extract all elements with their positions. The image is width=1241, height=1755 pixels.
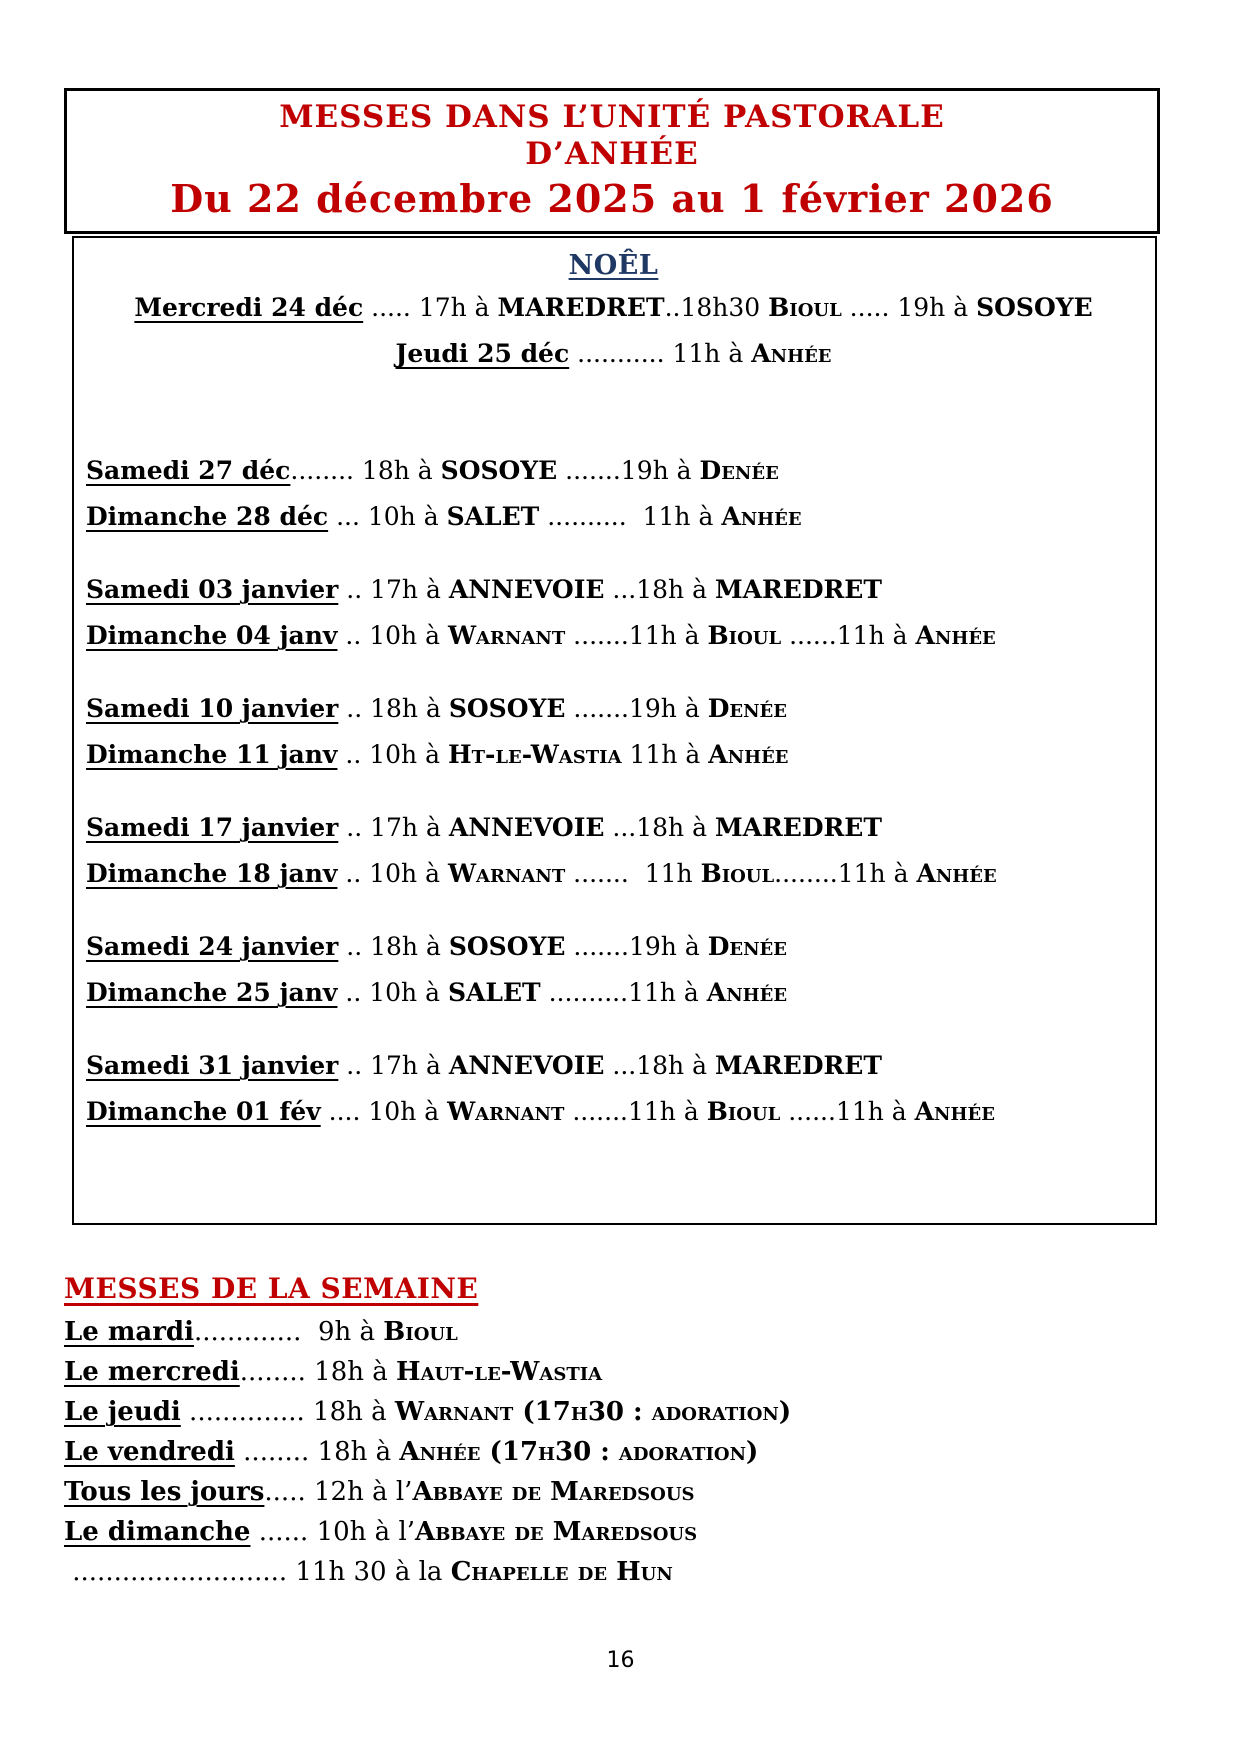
title-date-range: Du 22 décembre 2025 au 1 février 2026 [170,176,1054,222]
schedule-line [86,500,1141,533]
dots-time-text: .... 10h à [320,1097,448,1126]
schedule-line [86,811,1141,844]
dots-time-text: ..........11h à [540,978,707,1007]
dots-time-text: ...18h à [604,1051,715,1080]
place-name: Anhée [751,339,832,368]
page-number: 16 [606,1648,635,1673]
dots-time-text: ...18h à [604,813,715,842]
title-box [64,88,1160,234]
dots-time-text: .. 18h à [338,932,449,961]
dots-time-text: .......11h à [564,1097,707,1126]
schedule-line [64,1437,1164,1468]
schedule-group [86,930,1141,1009]
dots-time-text: ............. 9h à [194,1317,384,1347]
dots-time-text: .......................... 11h 30 à la [64,1557,451,1587]
place-name: Warnant [447,1097,565,1126]
dots-time-text: ........ 18h à [239,1357,397,1387]
place-name: MAREDRET [714,575,882,604]
schedule-group [86,692,1141,771]
day-label: Tous les jours [64,1477,265,1507]
week-section [64,1272,1164,1597]
dots-time-text: ......11h à [780,1097,915,1126]
day-label: Samedi 31 janvier [86,1051,339,1080]
place-name: Anhée [914,1097,995,1126]
dots-time-text: ..... 17h à [363,293,498,322]
dots-time-text: ..... 19h à [841,293,977,322]
place-name: Haut-le-Wastia [396,1357,603,1387]
place-name: ANNEVOIE [448,1051,605,1080]
place-name: SOSOYE [440,456,558,485]
place-name: MAREDRET [497,293,665,322]
place-name: Anhée [916,859,997,888]
place-name: MAREDRET [714,813,882,842]
dots-time-text: .......11h à [565,621,708,650]
day-label: Le mercredi [64,1357,240,1387]
dots-time-text: .. 10h à [337,621,448,650]
place-name: MAREDRET [714,1051,882,1080]
dots-time-text: .......19h à [565,694,708,723]
place-name: SOSOYE [976,293,1093,322]
day-label: Le jeudi [64,1397,181,1427]
dots-time-text: .......... 11h à [539,502,722,531]
place-name: Anhée [721,502,802,531]
dots-time-text: ...... 10h à l’ [250,1517,416,1547]
dots-time-text: .. 10h à [337,978,448,1007]
schedule-group [86,291,1141,370]
place-name: Bioul [383,1317,458,1347]
schedule-line [86,573,1141,606]
schedule-line [86,337,1141,370]
day-label: Dimanche 11 janv [86,740,338,769]
schedule-group [86,811,1141,890]
place-name: Bioul [700,859,775,888]
day-label: Le mardi [64,1317,194,1347]
dots-time-text: ...18h à [604,575,715,604]
dots-time-text: .. 10h à [337,740,448,769]
schedule-line [64,1517,1164,1548]
place-name: Chapelle de Hun [450,1557,673,1587]
place-name: Bioul [706,1097,781,1126]
day-label: Dimanche 28 déc [86,502,329,531]
schedule-line [86,930,1141,963]
dots-time-text: ........ 18h à [290,456,441,485]
place-name: Bioul [768,293,842,322]
dots-time-text: .. 17h à [338,575,449,604]
schedule-line [64,1477,1164,1508]
dots-time-text: ..... 12h à l’ [264,1477,413,1507]
place-name: Ht-le-Wastia [447,740,622,769]
day-label: Dimanche 04 janv [86,621,338,650]
dots-time-text: ..18h30 [664,293,769,322]
dots-time-text: .. 10h à [337,859,448,888]
place-name: Abbaye de Maredsous [415,1517,698,1547]
place-name: SOSOYE [448,932,566,961]
schedule-group [86,573,1141,652]
place-name: Abbaye de Maredsous [412,1477,695,1507]
dots-time-text: 11h à [621,740,709,769]
dots-time-text: ... 10h à [328,502,447,531]
day-label: Dimanche 25 janv [86,978,338,1007]
day-label: Mercredi 24 déc [134,293,364,322]
place-name: Bioul [707,621,782,650]
dots-time-text: .......19h à [565,932,708,961]
noel-heading: NOÊL [568,250,659,281]
place-name: Anhée (17h30 : adoration) [399,1437,759,1467]
schedule-line [86,1095,1141,1128]
schedule-line [64,1317,1164,1348]
place-name: SALET [446,502,540,531]
day-label: Samedi 27 déc [86,456,291,485]
title-line-1: MESSES DANS L’UNITÉ PASTORALE [279,99,945,135]
schedule-line [64,1397,1164,1428]
week-lines [64,1317,1164,1588]
place-name: ANNEVOIE [448,813,605,842]
schedule-group [86,454,1141,533]
schedule-line [64,1557,1164,1588]
dots-time-text: ....... 11h [565,859,701,888]
schedule-group [86,1049,1141,1128]
place-name: SOSOYE [448,694,566,723]
week-heading: MESSES DE LA SEMAINE [64,1272,479,1305]
dots-time-text: .......19h à [557,456,700,485]
schedule-groups [86,291,1141,1128]
place-name: Denée [699,456,779,485]
dots-time-text: .. 17h à [338,813,449,842]
place-name: ANNEVOIE [448,575,605,604]
place-name: Anhée [708,740,789,769]
day-label: Dimanche 01 fév [86,1097,321,1126]
place-name: Anhée [706,978,788,1007]
schedule-line [86,454,1141,487]
dots-time-text: ........ 18h à [234,1437,400,1467]
day-label: Le vendredi [64,1437,235,1467]
day-label: Le dimanche [64,1517,251,1547]
schedule-line [86,619,1141,652]
schedule-line [86,857,1141,890]
dots-time-text: .............. 18h à [180,1397,395,1427]
place-name: Warnant (17h30 : adoration) [394,1397,792,1427]
day-label: Samedi 10 janvier [86,694,339,723]
place-name: Warnant [447,621,566,650]
schedule-line [86,976,1141,1009]
dots-time-text: ......11h à [781,621,916,650]
schedule-line [86,291,1141,324]
place-name: Anhée [915,621,996,650]
place-name: Denée [707,932,787,961]
place-name: Warnant [447,859,566,888]
dots-time-text: ........11h à [774,859,917,888]
dots-time-text: ........... 11h à [569,339,752,368]
dots-time-text: .. 17h à [338,1051,449,1080]
schedule-box [72,236,1157,1225]
day-label: Samedi 24 janvier [86,932,339,961]
place-name: SALET [447,978,541,1007]
schedule-line [64,1357,1164,1388]
day-label: Jeudi 25 déc [395,339,570,368]
schedule-line [86,1049,1141,1082]
day-label: Samedi 03 janvier [86,575,339,604]
schedule-line [86,692,1141,725]
day-label: Samedi 17 janvier [86,813,339,842]
day-label: Dimanche 18 janv [86,859,338,888]
title-line-2: D’ANHÉE [525,135,699,172]
schedule-line [86,738,1141,771]
place-name: Denée [707,694,787,723]
dots-time-text: .. 18h à [338,694,449,723]
